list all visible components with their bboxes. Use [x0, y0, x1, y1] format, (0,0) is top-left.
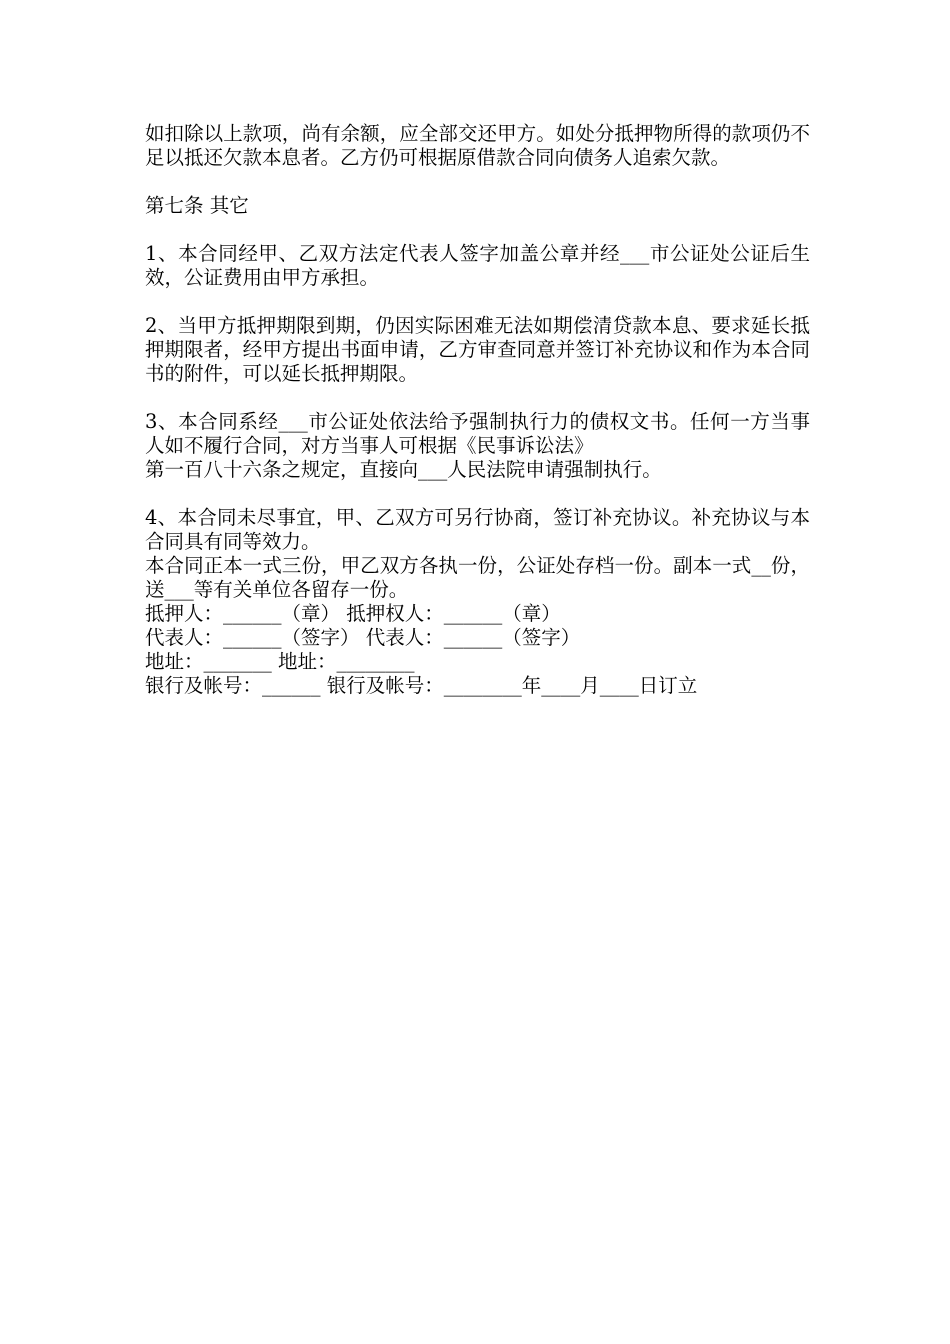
- signature-block: [145, 602, 810, 698]
- article-7-title: 第七条 其它: [145, 194, 249, 217]
- clause-3-part-2: 第一百八十六条之规定，直接向___人民法院申请强制执行。: [145, 458, 662, 481]
- paragraph-gap: [145, 170, 810, 194]
- signature-line-bank-account: 银行及帐号：______ 银行及帐号：________年____月____日订立: [145, 674, 698, 697]
- paragraph-gap: [145, 482, 810, 506]
- paragraph-remaining-balance: 如扣除以上款项，尚有余额，应全部交还甲方。如处分抵押物所得的款项仍不足以抵还欠款本息者。乙方仍可根据原借款合同向债务人追索欠款。: [145, 122, 810, 169]
- paragraph-gap: [145, 290, 810, 314]
- signature-line-mortgagor: 抵押人：______（章） 抵押权人：______（章）: [145, 602, 561, 625]
- clause-3: [145, 410, 810, 482]
- clause-4: 4、本合同未尽事宜，甲、乙双方可另行协商，签订补充协议。补充协议与本合同具有同等效力。: [145, 506, 810, 553]
- paragraph-gap: [145, 386, 810, 410]
- clause-3-part-1: 3、本合同系经___市公证处依法给予强制执行力的债权文书。任何一方当事人如不履行合同，对方当事人可根据《民事诉讼法》: [145, 410, 810, 457]
- clause-1: 1、本合同经甲、乙双方法定代表人签字加盖公章并经___市公证处公证后生效，公证费用由甲方承担。: [145, 242, 810, 289]
- copies-paragraph: 本合同正本一式三份，甲乙双方各执一份，公证处存档一份。副本一式__份，送___等有关单位各留存一份。: [145, 554, 810, 601]
- paragraph-gap: [145, 218, 810, 242]
- signature-line-representative: 代表人：______（签字） 代表人：______（签字）: [145, 626, 581, 649]
- signature-line-address: 地址：_______ 地址：________: [145, 650, 415, 673]
- document-page: [145, 122, 810, 698]
- clause-2: 2、当甲方抵押期限到期，仍因实际困难无法如期偿清贷款本息、要求延长抵押期限者，经甲方提出书面申请，乙方审查同意并签订补充协议和作为本合同书的附件，可以延长抵押期限。: [145, 314, 810, 385]
